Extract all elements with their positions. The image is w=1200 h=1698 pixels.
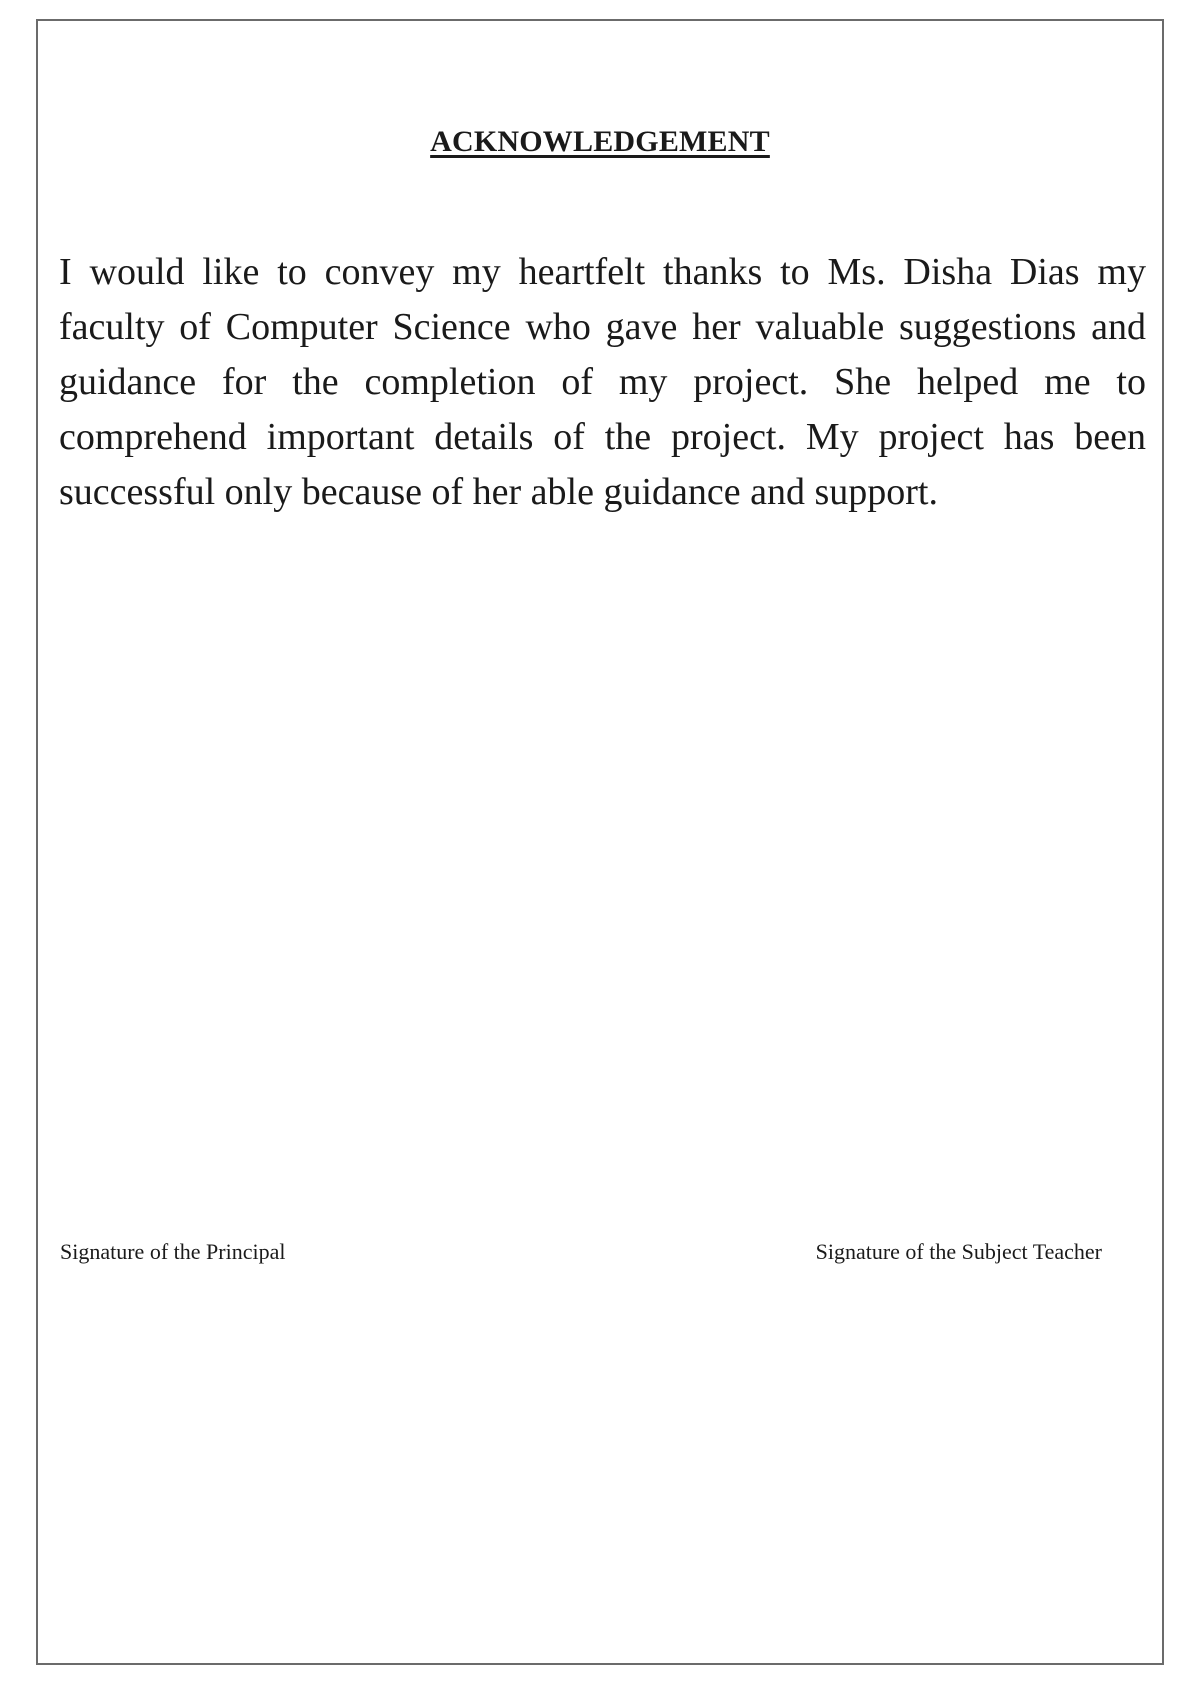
page-title: ACKNOWLEDGEMENT [430,125,770,158]
subject-teacher-signature-label: Signature of the Subject Teacher [815,1239,1102,1264]
principal-signature-label: Signature of the Principal [60,1239,286,1264]
acknowledgement-paragraph: I would like to convey my heartfelt thanks to Ms. Disha Dias my faculty of Computer Science who gave her valuable suggestions and guidance for the completion of my project. She helped me to comprehend important details of the project. My project has been successful only because of her able guidance and support. [59,251,1146,513]
document-page [36,19,1164,1665]
